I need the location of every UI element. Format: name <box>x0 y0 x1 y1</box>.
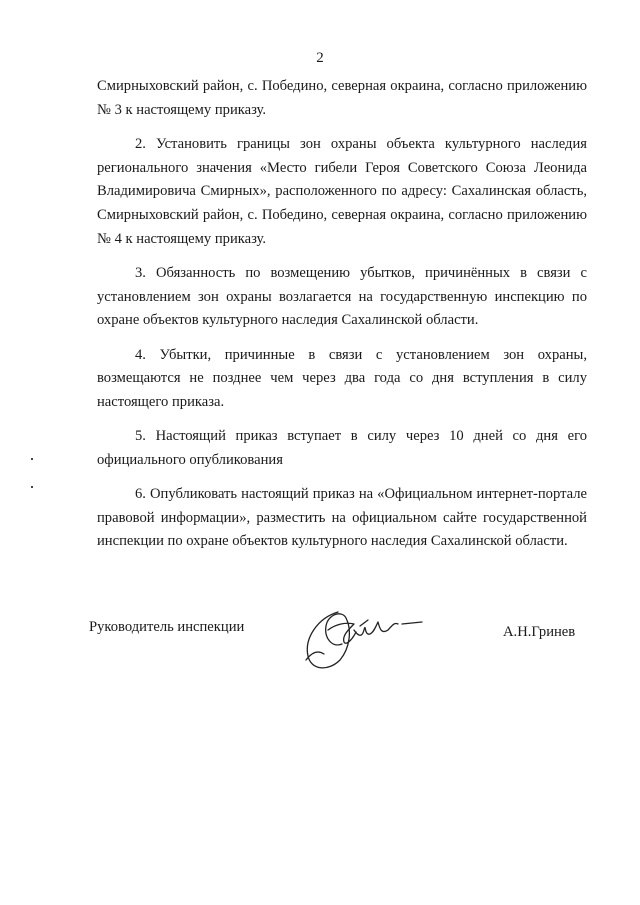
paragraph-item-3: 3. Обязанность по возмещению убытков, причинённых в связи с установлением зон охраны возлагается на государственную инспекцию по охране объектов культурного наследия Сахалинской области. <box>97 264 587 329</box>
page-number: 2 <box>316 50 324 66</box>
paragraph-continuation: Смирныховский район, с. Победино, северная окраина, согласно приложению № 3 к настоящему приказу. <box>97 78 587 118</box>
paragraph-item-2: 2. Установить границы зон охраны объекта культурного наследия регионального значения «Место гибели Героя Советского Союза Леонида Владимировича Смирных», расположенного по адресу: Сахалинская область, Смирныховский район, с. Победино, северная окраина, согласно приложению № 4 к настоящему приказу. <box>97 135 587 247</box>
handwritten-signature <box>298 600 438 680</box>
signature-block <box>0 600 640 680</box>
signer-name: А.Н.Гринев <box>503 624 576 640</box>
document-body <box>97 75 587 565</box>
paragraph-item-6: 6. Опубликовать настоящий приказ на «Официальном интернет-портале правовой информации», разместить на официальном сайте государственной инспекции по охране объектов культурного наследия Сахалинской области. <box>97 486 587 550</box>
margin-mark <box>31 458 33 460</box>
margin-mark <box>31 486 33 488</box>
signer-title: Руководитель инспекции <box>89 619 245 635</box>
paragraph-item-4: 4. Убытки, причинные в связи с установлением зон охраны, возмещаются не позднее чем через два года со дня вступления в силу настоящего приказа. <box>97 346 587 410</box>
paragraph-item-5: 5. Настоящий приказ вступает в силу через 10 дней со дня его официального опубликования <box>97 428 587 468</box>
